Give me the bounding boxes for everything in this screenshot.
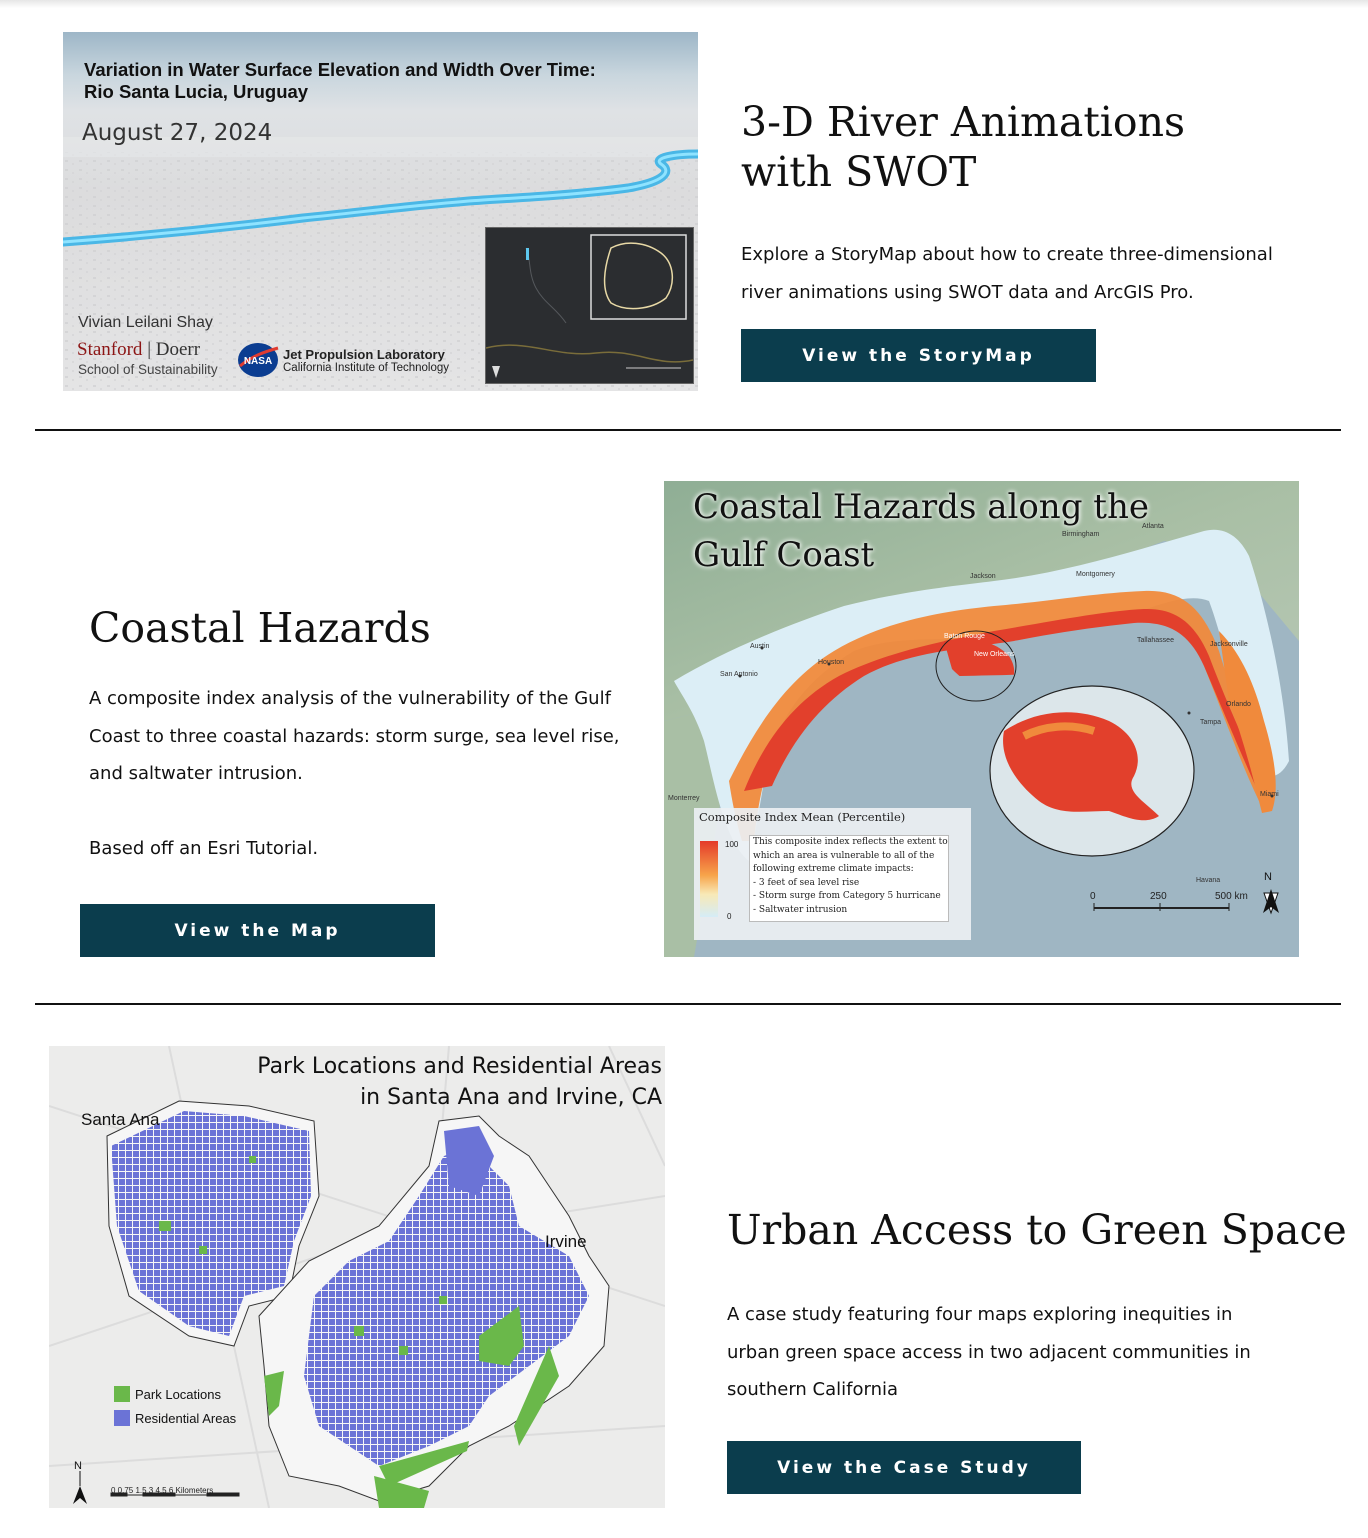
legend-line: - 3 feet of sea level rise: [753, 877, 860, 888]
place-label: Tampa: [1200, 719, 1222, 726]
coastal-map-title-line1: Coastal Hazards along the: [693, 487, 1149, 527]
legend-line: - Storm surge from Category 5 hurricane: [753, 891, 941, 902]
place-label: Orlando: [1226, 701, 1251, 708]
park-map-title-line2: in Santa Ana and Irvine, CA: [360, 1085, 662, 1110]
stanford-logo-text: Stanford: [77, 339, 143, 360]
legend-title: Composite Index Mean (Percentile): [699, 810, 906, 824]
section-note-coastal: Based off an Esri Tutorial.: [89, 838, 319, 859]
scale-label-0: 0: [1090, 891, 1096, 902]
top-shadow: [0, 0, 1368, 8]
scale-label-500: 500 km: [1215, 891, 1248, 902]
section-divider: [35, 1003, 1341, 1005]
place-label: Atlanta: [1142, 523, 1164, 530]
north-label: N: [74, 1460, 82, 1472]
urban-green-space-map-image[interactable]: [49, 1046, 665, 1508]
stanford-doerr-logo: Stanford | Doerr: [77, 339, 201, 360]
legend-line: - Saltwater intrusion: [753, 904, 848, 915]
section-title-river-line1: 3-D River Animations: [741, 98, 1186, 146]
scale-label-250: 250: [1150, 891, 1167, 902]
place-label-santa-ana: Santa Ana: [81, 1110, 160, 1129]
section-description-river: Explore a StoryMap about how to create three-dimensional river animations using SWOT data and ArcGIS Pro.: [741, 244, 1273, 303]
section-divider: [35, 429, 1341, 431]
coastal-map-title-line2: Gulf Coast: [693, 535, 875, 575]
legend-color-ramp: [700, 841, 718, 917]
place-label: Monterrey: [668, 795, 700, 802]
school-name: School of Sustainability: [78, 362, 218, 377]
park-map-title-line1: Park Locations and Residential Areas: [257, 1054, 662, 1079]
place-label: San Antonio: [720, 671, 758, 678]
place-label: Montgomery: [1076, 571, 1115, 578]
image-author: Vivian Leilani Shay: [78, 314, 213, 331]
residential-swatch: [114, 1410, 130, 1426]
coastal-map-legend: [694, 808, 971, 940]
place-label: Jackson: [970, 573, 996, 580]
river-animation-image[interactable]: [63, 32, 698, 391]
place-label: Jacksonville: [1210, 641, 1248, 648]
place-label-irvine: Irvine: [545, 1232, 587, 1251]
section-description-coastal: A composite index analysis of the vulnerability of the Gulf Coast to three coastal hazards: storm surge, sea level rise, and saltwater intrusion.: [89, 688, 620, 784]
view-storymap-button[interactable]: View the StoryMap: [741, 329, 1096, 382]
legend-min: 0: [727, 912, 732, 921]
place-label: Houston: [818, 659, 845, 666]
legend-residential-label: Residential Areas: [135, 1410, 237, 1426]
legend-line: This composite index reflects the extent to: [753, 837, 948, 847]
caltech-name: California Institute of Technology: [283, 362, 449, 374]
image-date: August 27, 2024: [82, 120, 273, 146]
section-description-urban: A case study featuring four maps exploring inequities in urban green space access in two adjacent communities in southern California: [727, 1304, 1251, 1400]
image-title-line1: Variation in Water Surface Elevation and Width Over Time:: [84, 59, 596, 80]
scale-bar-label: 0 0.75 1.5 3 4.5 6 Kilometers: [111, 1486, 214, 1495]
place-label: Miami: [1260, 791, 1279, 798]
locator-inset-map: [485, 227, 694, 384]
legend-max: 100: [725, 840, 739, 849]
place-label: Tallahassee: [1137, 637, 1174, 644]
place-label: New Orleans: [974, 651, 1015, 658]
doerr-logo-text: Doerr: [155, 339, 201, 360]
view-case-study-button[interactable]: View the Case Study: [727, 1441, 1081, 1494]
nasa-logo-icon: [236, 342, 280, 378]
image-title-line2: Rio Santa Lucia, Uruguay: [84, 81, 309, 102]
jpl-name: Jet Propulsion Laboratory: [283, 347, 445, 362]
section-title-river: [741, 97, 1185, 197]
north-label: N: [1264, 871, 1272, 883]
nasa-logo-text: NASA: [243, 356, 273, 367]
view-map-button[interactable]: View the Map: [80, 904, 435, 957]
park-swatch: [114, 1386, 130, 1402]
place-label: Havana: [1196, 877, 1221, 884]
legend-park: [114, 1386, 221, 1402]
legend-line: which an area is vulnerable to all of the: [753, 850, 935, 861]
place-label: Birmingham: [1062, 531, 1100, 538]
section-title-urban: Urban Access to Green Space: [727, 1206, 1347, 1254]
coastal-hazards-map-image[interactable]: [664, 481, 1299, 957]
section-title-coastal: Coastal Hazards: [89, 604, 431, 652]
legend-line: following extreme climate impacts:: [753, 864, 914, 875]
legend-residential: [114, 1410, 236, 1426]
legend-description-box: [749, 835, 949, 922]
legend-park-label: Park Locations: [135, 1386, 221, 1402]
section-title-river-line2: with SWOT: [741, 148, 977, 196]
place-label: Baton Rouge: [944, 633, 985, 640]
place-label: Austin: [750, 643, 770, 650]
